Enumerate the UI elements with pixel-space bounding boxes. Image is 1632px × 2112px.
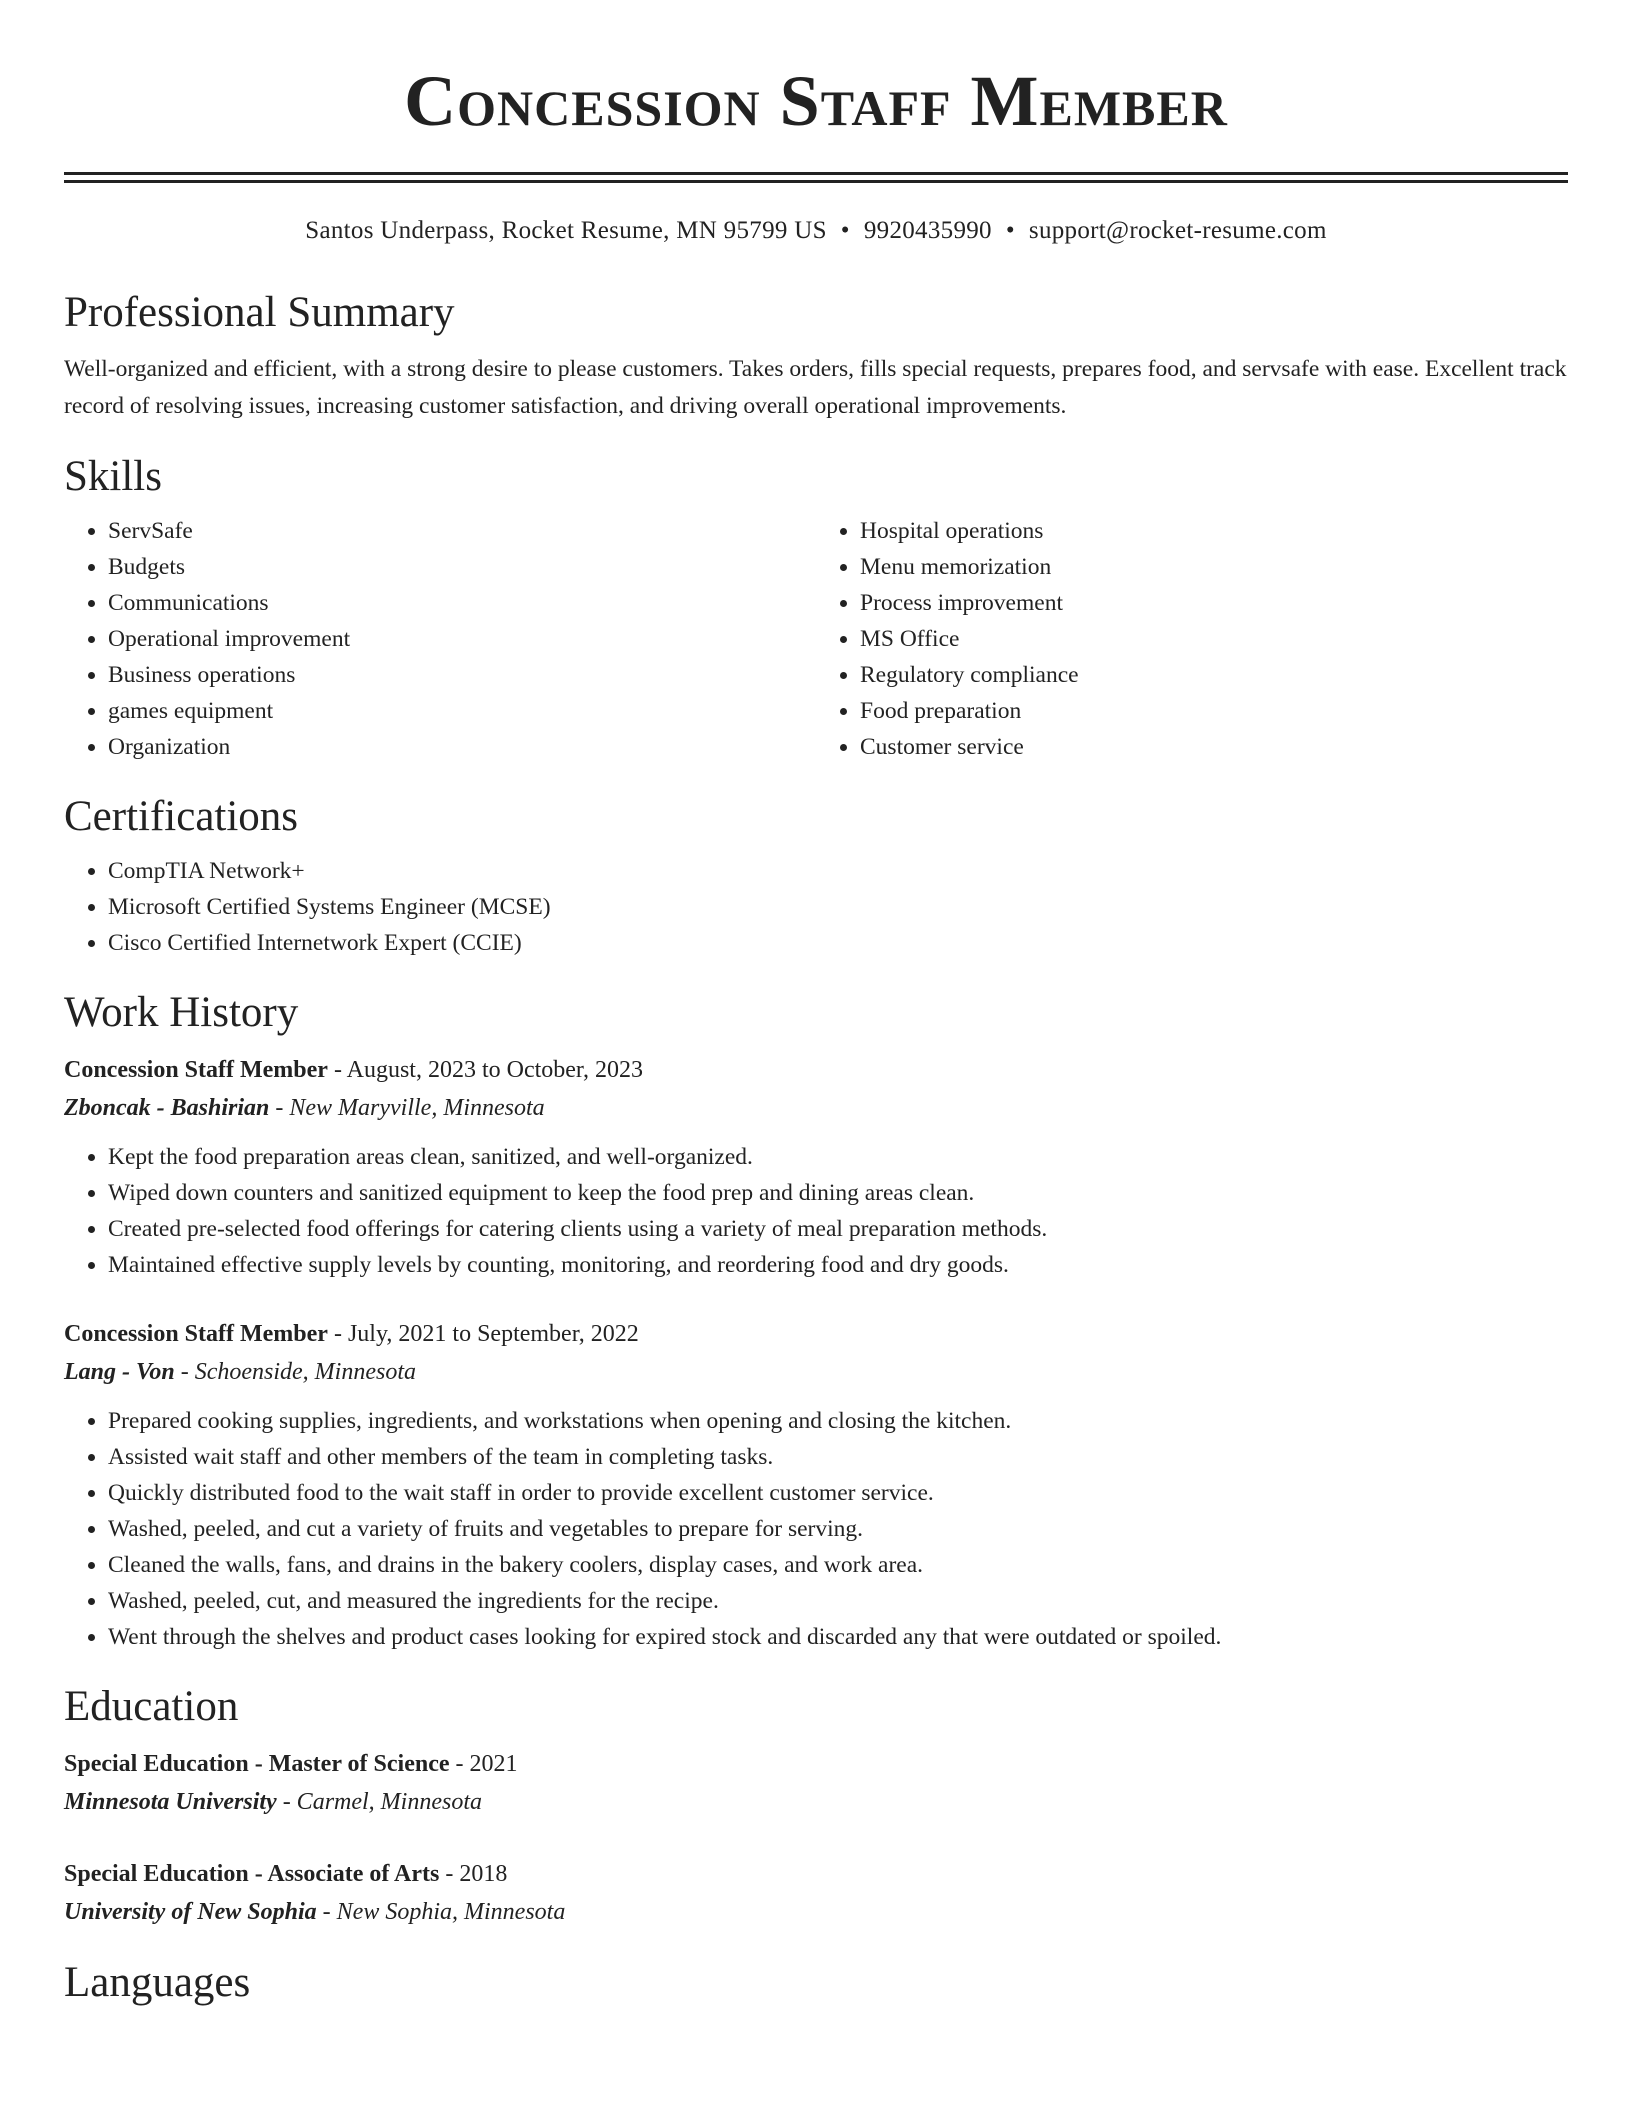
job-entry	[64, 1051, 1568, 1283]
contact-phone: 9920435990	[863, 217, 992, 244]
certification-item: • Cisco Certified Internetwork Expert (CCIE)	[108, 925, 1568, 961]
education-location: - New Sophia, Minnesota	[316, 1899, 566, 1925]
job-bullet: • Wiped down counters and sanitized equipment to keep the food prep and dining areas clean.	[108, 1175, 1568, 1211]
skills-heading: Skills	[64, 453, 162, 500]
title-double-rule	[64, 172, 1568, 183]
summary-text: Well-organized and efficient, with a strong desire to please customers. Takes orders, fills special requests, prepares food, and servsafe with ease. Excellent track record of resolving issues, increasing customer satisfaction, and driving overall operational improvements.	[64, 356, 1567, 419]
skill-item: • MS Office	[860, 621, 1568, 657]
education-school-line	[64, 1893, 1568, 1931]
skill-item: • Budgets	[108, 549, 816, 585]
job-bullet: • Washed, peeled, and cut a variety of fruits and vegetables to prepare for serving.	[108, 1511, 1568, 1547]
skill-item: • ServSafe	[108, 513, 816, 549]
education-year: - 2021	[449, 1751, 518, 1777]
skills-list-right	[816, 513, 1568, 765]
resume-title: Concession Staff Member	[404, 61, 1228, 141]
work-history-heading: Work History	[64, 989, 299, 1036]
job-bullet: • Created pre-selected food offerings for catering clients using a variety of meal preparation methods.	[108, 1211, 1568, 1247]
education-location: - Carmel, Minnesota	[276, 1789, 482, 1815]
job-title: Concession Staff Member	[64, 1057, 328, 1083]
certification-item: • CompTIA Network+	[108, 853, 1568, 889]
job-bullet: • Assisted wait staff and other members of the team in completing tasks.	[108, 1439, 1568, 1475]
education-year: - 2018	[439, 1861, 508, 1887]
education-school-line	[64, 1783, 1568, 1821]
languages-heading: Languages	[64, 1959, 251, 2006]
skill-item: • Hospital operations	[860, 513, 1568, 549]
skill-item: • Regulatory compliance	[860, 657, 1568, 693]
skills-columns	[64, 513, 1568, 765]
education-school: Minnesota University	[64, 1789, 277, 1815]
job-company-line	[64, 1089, 1568, 1127]
education-entry	[64, 1745, 1568, 1821]
skill-item: • games equipment	[108, 693, 816, 729]
skill-item: • Communications	[108, 585, 816, 621]
job-bullet: • Prepared cooking supplies, ingredients, and workstations when opening and closing the kitchen.	[108, 1403, 1568, 1439]
job-dates: - August, 2023 to October, 2023	[327, 1057, 643, 1083]
job-bullet: • Quickly distributed food to the wait staff in order to provide excellent customer service.	[108, 1475, 1568, 1511]
skill-item: • Menu memorization	[860, 549, 1568, 585]
job-title-line	[64, 1315, 1568, 1353]
skill-item: • Organization	[108, 729, 816, 765]
job-bullet: • Washed, peeled, cut, and measured the ingredients for the recipe.	[108, 1583, 1568, 1619]
contact-address: Santos Underpass, Rocket Resume, MN 95799 US	[305, 217, 827, 244]
education-degree: Special Education - Associate of Arts	[64, 1861, 440, 1887]
skill-item: • Business operations	[108, 657, 816, 693]
job-company: Lang - Von	[64, 1359, 175, 1385]
skill-item: • Customer service	[860, 729, 1568, 765]
job-dates: - July, 2021 to September, 2022	[327, 1321, 639, 1347]
education-degree-line	[64, 1745, 1568, 1783]
education-degree-line	[64, 1855, 1568, 1893]
job-company: Zboncak - Bashirian	[64, 1095, 270, 1121]
job-bullet: • Maintained effective supply levels by counting, monitoring, and reordering food and dry goods.	[108, 1247, 1568, 1283]
job-bullet: • Went through the shelves and product cases looking for expired stock and discarded any that were outdated or spoiled.	[108, 1619, 1568, 1655]
certifications-heading: Certifications	[64, 793, 299, 840]
certifications-list	[64, 853, 1568, 961]
education-school: University of New Sophia	[64, 1899, 317, 1925]
contact-separator: •	[840, 217, 850, 244]
job-company-line	[64, 1353, 1568, 1391]
job-bullet: • Cleaned the walls, fans, and drains in the bakery coolers, display cases, and work area.	[108, 1547, 1568, 1583]
skills-list-left	[64, 513, 816, 765]
contact-line	[64, 215, 1568, 247]
skill-item: • Operational improvement	[108, 621, 816, 657]
job-bullets	[64, 1403, 1568, 1655]
job-title-line	[64, 1051, 1568, 1089]
job-location: - Schoenside, Minnesota	[174, 1359, 416, 1385]
certification-item: • Microsoft Certified Systems Engineer (MCSE)	[108, 889, 1568, 925]
summary-heading: Professional Summary	[64, 289, 455, 336]
skill-item: • Process improvement	[860, 585, 1568, 621]
education-heading: Education	[64, 1683, 239, 1730]
job-entry	[64, 1315, 1568, 1655]
job-bullet: • Kept the food preparation areas clean, sanitized, and well-organized.	[108, 1139, 1568, 1175]
job-title: Concession Staff Member	[64, 1321, 328, 1347]
job-bullets	[64, 1139, 1568, 1283]
education-degree: Special Education - Master of Science	[64, 1751, 450, 1777]
job-location: - New Maryville, Minnesota	[269, 1095, 545, 1121]
contact-email: support@rocket-resume.com	[1028, 217, 1327, 244]
skill-item: • Food preparation	[860, 693, 1568, 729]
contact-separator: •	[1005, 217, 1015, 244]
education-entry	[64, 1855, 1568, 1931]
